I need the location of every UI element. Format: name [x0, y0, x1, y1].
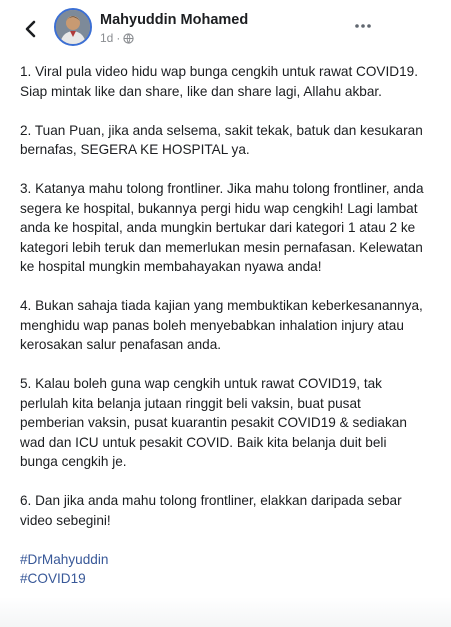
post-paragraph: 5. Kalau boleh guna wap cengkih untuk rawat COVID19, tak perlulah kita belanja jutaan ringgit beli vaksin, buat pusat pemberian vaksin, pusat kuarantin pesakit COVID19 & sediakan wad dan ICU untuk pesakit COVID. Baik kita belanja duit beli bunga cengkih je.	[20, 376, 407, 469]
hashtag-list	[20, 550, 425, 589]
more-horizontal-icon	[354, 23, 372, 29]
author-name[interactable]: Mahyuddin Mohamed	[100, 12, 249, 28]
post-body	[20, 62, 425, 589]
post-meta	[100, 31, 134, 45]
meta-separator: ·	[116, 31, 121, 45]
more-options-button[interactable]	[349, 16, 377, 36]
back-button[interactable]	[18, 17, 42, 41]
chevron-left-icon	[23, 20, 37, 38]
bottom-fade	[0, 597, 451, 627]
post-paragraph: 2. Tuan Puan, jika anda selsema, sakit tekak, batuk dan kesukaran bernafas, SEGERA KE HOSPITAL ya.	[20, 122, 423, 157]
post-paragraph: 1. Viral pula video hidu wap bunga cengkih untuk rawat COVID19. Siap mintak like dan share, like dan share lagi, Allahu akbar.	[20, 64, 418, 99]
globe-icon	[123, 33, 134, 44]
hashtag-link[interactable]: #COVID19	[20, 571, 86, 586]
post-paragraph: 3. Katanya mahu tolong frontliner. Jika mahu tolong frontliner, anda segera ke hospital, bukannya pergi hidu wap cengkih! Lagi lambat anda ke hospital, anda mungkin bertukar dari kategori 1 atau 2 ke kategori lebih teruk dan memerlukan mesin pernafasan. Kelewatan ke hospital mungkin membahayakan nyawa anda!	[20, 181, 424, 274]
post-header	[0, 0, 451, 56]
hashtag-link[interactable]: #DrMahyuddin	[20, 551, 109, 567]
post-timestamp[interactable]: 1d	[100, 31, 114, 45]
post-paragraph: 6. Dan jika anda mahu tolong frontliner, elakkan daripada sebar video sebegini!	[20, 493, 402, 528]
avatar[interactable]	[54, 8, 92, 46]
post-paragraph: 4. Bukan sahaja tiada kajian yang membuktikan keberkesanannya, menghidu wap panas boleh menyebabkan inhalation injury atau kerosakan salur penafasan anda.	[20, 298, 423, 352]
